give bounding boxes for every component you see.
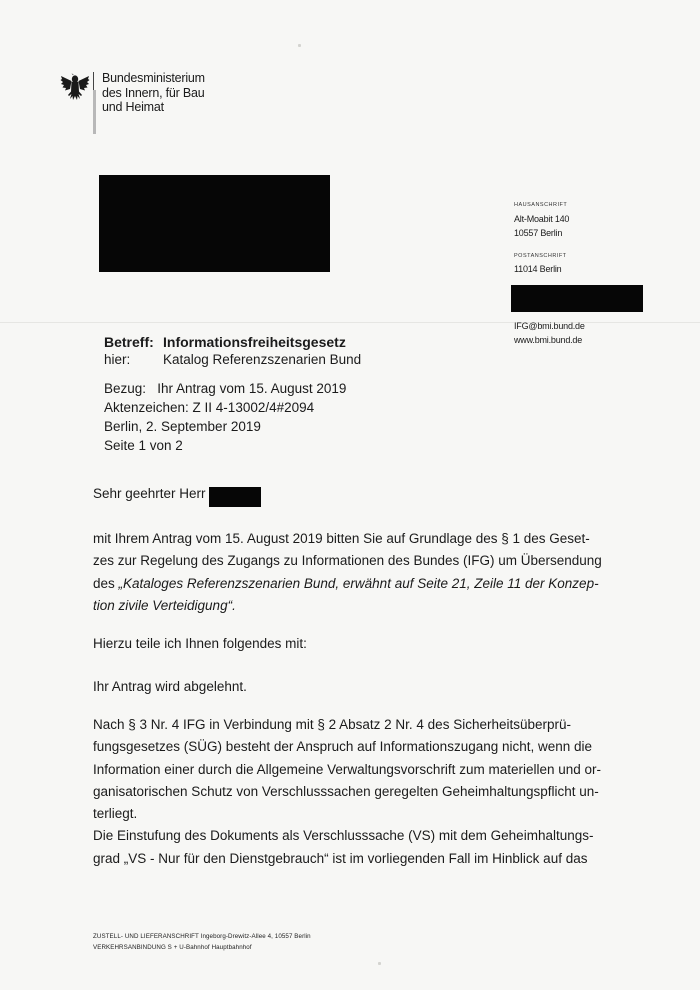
ministry-name-line: des Innern, für Bau xyxy=(102,85,205,100)
footer-transport: VERKEHRSANBINDUNG S + U-Bahnhof Hauptbahnhof xyxy=(93,944,252,951)
ministry-name-line: Bundesministerium xyxy=(102,71,205,85)
federal-eagle-icon xyxy=(60,70,90,102)
fold-line xyxy=(0,322,700,323)
hausanschrift-street: Alt-Moabit 140 xyxy=(514,214,570,224)
text-line: Die Einstufung des Dokuments als Verschlusssache (VS) mit dem Geheimhaltungs- xyxy=(93,828,594,844)
paragraph-intro: Hierzu teile ich Ihnen folgendes mit: xyxy=(93,636,307,651)
redacted-recipient-name xyxy=(209,487,261,507)
page-number: Seite 1 von 2 xyxy=(104,438,183,453)
text-line: fungsgesetzes (SÜG) besteht der Anspruch auf Informationszugang nicht, wenn die xyxy=(93,739,593,755)
salutation xyxy=(93,483,613,505)
betreff-label: Betreff: xyxy=(104,334,154,350)
text-line: terliegt. xyxy=(93,806,138,822)
hausanschrift-label: HAUSANSCHRIFT xyxy=(514,202,568,208)
text-line: grad „VS - Nur für den Dienstgebrauch“ ist im vorliegenden Fall im Hinblick auf das xyxy=(93,850,588,866)
email-address: IFG@bmi.bund.de xyxy=(514,321,585,331)
paragraph-reasoning xyxy=(93,714,613,870)
hier-label: hier: xyxy=(104,352,131,367)
postanschrift-label: POSTANSCHRIFT xyxy=(514,253,567,259)
quoted-title-end: tion zivile Verteidigung“. xyxy=(93,597,236,613)
scan-speck xyxy=(378,962,381,965)
text-line: Information einer durch die Allgemeine Verwaltungsvorschrift zum materiellen und or- xyxy=(93,761,601,777)
redacted-recipient-address xyxy=(99,175,330,272)
letterhead-bar xyxy=(93,90,96,134)
text-line xyxy=(93,573,613,595)
text-fragment: des xyxy=(93,575,119,591)
scan-speck xyxy=(298,44,301,47)
aktenzeichen-line: Aktenzeichen: Z II 4-13002/4#2094 xyxy=(104,400,315,415)
hier-value: Katalog Referenzszenarien Bund xyxy=(163,352,362,367)
ministry-name xyxy=(102,71,205,115)
paragraph-decision: Ihr Antrag wird abgelehnt. xyxy=(93,679,247,694)
text-line xyxy=(93,595,613,617)
text-line: zes zur Regelung des Zugangs zu Informationen des Bundes (IFG) um Übersendung xyxy=(93,553,602,569)
salutation-text: Sehr geehrter Herr xyxy=(93,486,206,501)
hausanschrift-city: 10557 Berlin xyxy=(514,228,563,238)
footer-delivery-address: ZUSTELL- UND LIEFERANSCHRIFT Ingeborg-Drewitz-Allee 4, 10557 Berlin xyxy=(93,933,311,940)
postanschrift-city: 11014 Berlin xyxy=(514,264,562,274)
paragraph-request xyxy=(93,528,613,617)
ministry-name-line: und Heimat xyxy=(102,100,164,114)
redacted-contact xyxy=(511,285,643,312)
quoted-title: „Kataloges Referenzszenarien Bund, erwähnt auf Seite 21, Zeile 11 der Konzep- xyxy=(118,575,599,591)
betreff-value: Informationsfreiheitsgesetz xyxy=(163,334,346,350)
website-url: www.bmi.bund.de xyxy=(514,335,583,345)
bezug-line: Bezug: Ihr Antrag vom 15. August 2019 xyxy=(104,381,347,396)
date-line: Berlin, 2. September 2019 xyxy=(104,419,261,434)
text-line: mit Ihrem Antrag vom 15. August 2019 bitten Sie auf Grundlage des § 1 des Geset- xyxy=(93,531,590,546)
text-line: Nach § 3 Nr. 4 IFG in Verbindung mit § 2 Absatz 2 Nr. 4 des Sicherheitsüberprü- xyxy=(93,717,571,732)
text-line: ganisatorischen Schutz von Verschlusssachen geregelten Geheimhaltungspflicht un- xyxy=(93,783,599,799)
